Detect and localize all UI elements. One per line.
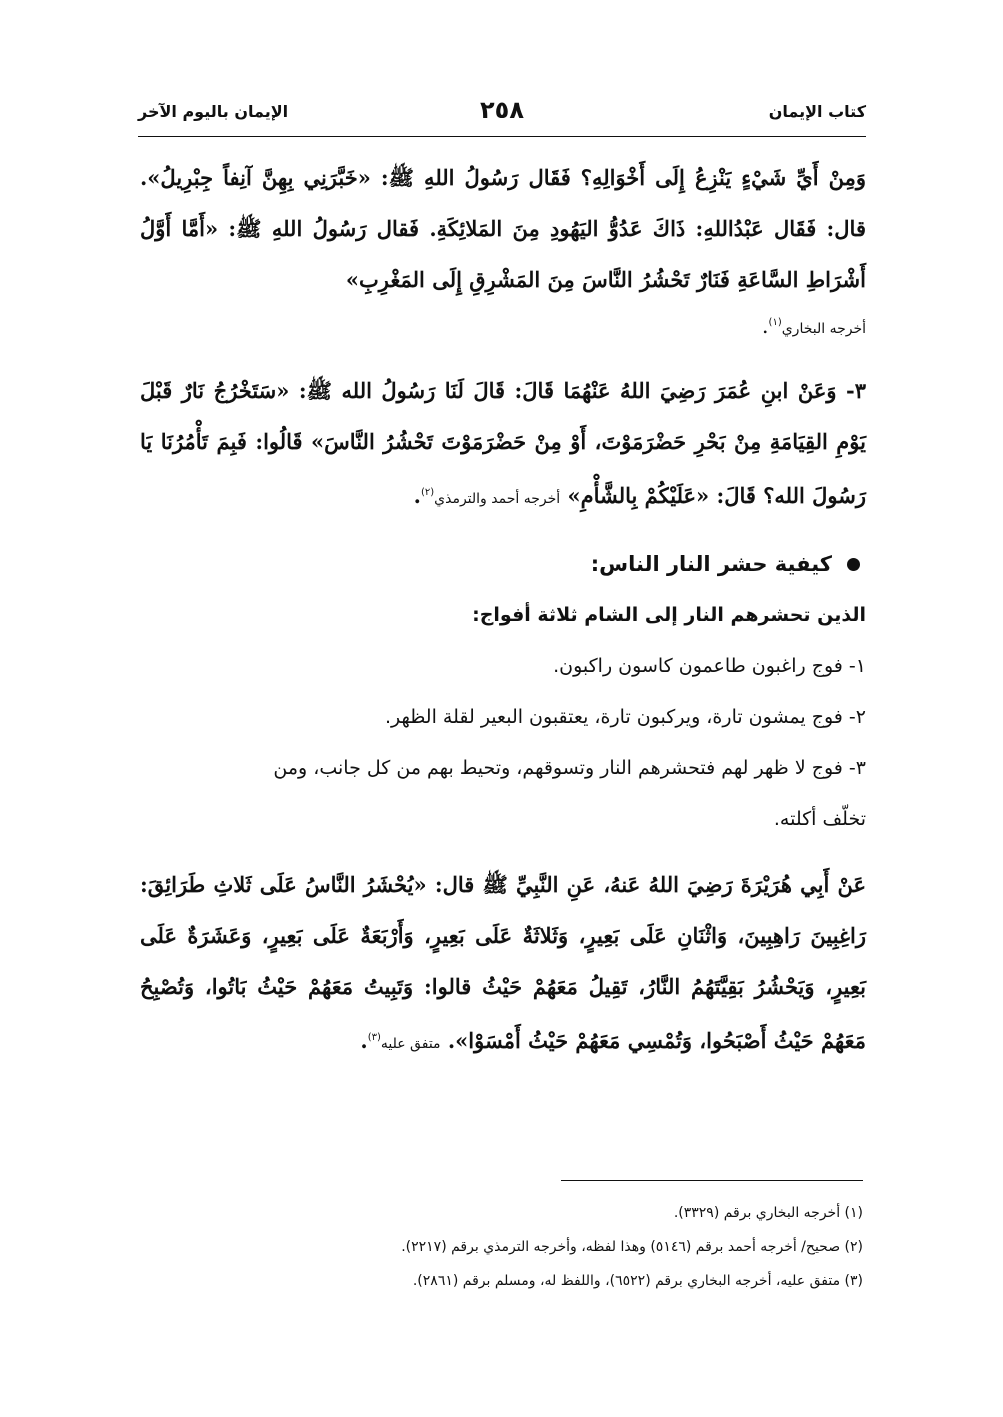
paragraph-1-line-2: جِبْرِيلُ». قال: فَقَال عَبْدُاللهِ: ذَاكَ عَدُوُّ اليَهُودِ مِنَ المَلائِكَةِ. فَقال رَسُولُ اللهِ [140,165,866,241]
running-header [138,96,866,137]
sentence-end: . [360,1028,368,1053]
sub-heading: الذين تحشرهم النار إلى الشام ثلاثة أفواج: [472,604,866,626]
main-text [140,152,866,1070]
footnotes [137,1196,863,1298]
paragraph-3-line-1: عَنْ أَبِي هُرَيْرَةَ رَضِيَ اللهُ عَنهُ، عَنِ النَّبِيِّ ﷺ قال: «يُحْشَرُ النَّاسُ عَلَى ثَلاثِ [213,872,866,897]
footnote-ref-1: (١) [768,317,782,328]
paragraph-3-line-2: طَرَائِقَ: رَاغِبِينَ رَاهِبِينَ، وَاثْنَانِ عَلَى بَعِيرٍ، وَثَلاثَةٌ عَلَى بَعِيرٍ، وَأَرْبَعَةٌ عَلَى [140,872,867,948]
list-item-3: ٣- فوج لا ظهر لهم فتحشرهم النار وتسوقهم، وتحيط بهم من كل جانب، ومن [273,757,866,779]
section-heading [140,539,866,590]
sentence-end: . [761,314,769,338]
book-title: كتاب الإيمان [768,102,866,121]
paragraph-1-source [140,301,866,351]
paragraph-2-source: أخرجه أحمد والترمذي [434,491,561,507]
paragraph-3-line-4: وَتَبِيتُ مَعَهُمْ حَيْثُ بَاتُوا، وَتُصْبِحُ مَعَهُمْ حَيْثُ أَصْبَحُوا، وَتُمْسِي مَعَهُمْ حَيْثُ [140,974,866,1053]
footnote-3: (٣) متفق عليه، أخرجه البخاري برقم (٦٥٢٢)، واللفظ له، ومسلم برقم (٢٨٦١). [412,1273,863,1289]
paragraph-2 [140,365,866,525]
bullet-icon [847,558,860,571]
paragraph-3-source: متفق عليه [380,1036,441,1052]
paragraph-3 [140,859,866,1070]
paragraph-3-line-5: أَمْسَوْا». [447,1028,521,1053]
paragraph-2-line-2: يَوْمِ القِيَامَةِ مِنْ بَحْرِ حَضْرَمَوْتَ، أَوْ مِنْ حَضْرَمَوْتَ تَحْشُرُ النَّاسَ» قَالُوا: فَبِمَ [216,429,866,454]
sentence-end: . [413,483,421,508]
chapter-title: الإيمان باليوم الآخر [138,102,289,121]
list-item-1: ١- فوج راغبون طاعمون كاسون راكبون. [553,655,866,677]
footnote-ref-3: (٣) [367,1032,381,1043]
list-item-2: ٢- فوج يمشون تارة، ويركبون تارة، يعتقبون البعير لقلة الظهر. [384,706,866,728]
footnote-divider [561,1180,863,1181]
paragraph-3-line-3: بَعِيرٍ، وَعَشَرَةٌ عَلَى بَعِيرٍ، وَيَحْشُرُ بَقِيَّتَهُمُ النَّارُ، تَقِيلُ مَعَهُمْ حَيْثُ قالوا: [140,923,866,999]
footnote-2: (٢) صحيح/ أخرجه أحمد برقم (٥١٤٦) وهذا لفظه، وأخرجه الترمذي برقم (٢٢١٧). [401,1239,863,1255]
list-item-3-continued: تخلّف أكلته. [773,808,866,830]
paragraph-1-line-3: ﷺ: «أَمَّا أَوَّلُ أَشْرَاطِ السَّاعَةِ فَنَارٌ تَحْشُرُ النَّاسَ مِنَ المَشْرِقِ إِلَى المَغْرِبِ» [140,216,866,292]
footnote-1: (١) أخرجه البخاري برقم (٣٣٢٩). [673,1205,863,1221]
footnote-ref-2: (٢) [420,487,435,498]
paragraph-1 [140,152,866,305]
page-number: ٢٥٨ [480,96,524,124]
paragraph-1-line-1: وَمِنْ أَيِّ شَيْءٍ يَنْزِعُ إِلَى أَخْوَالِهِ؟ فَقَال رَسُولُ اللهِ ﷺ: «خَبَّرَنِي بِهِنَّ آنِفاً [223,165,867,190]
paragraph-2-line-1: ٣- وَعَنْ ابنِ عُمَرَ رَضِيَ اللهُ عَنْهُمَا قَالَ: قَالَ لَنَا رَسُولُ الله ﷺ: «سَتَخْرُجُ نَارٌ قَبْلَ [140,378,866,403]
section-heading-text: كيفية حشر النار الناس: [590,552,832,576]
paragraph-2-line-3: تَأْمُرُنَا يَا رَسُولَ الله؟ قَالَ: «عَلَيْكُمْ بِالشَّأْمِ» [140,429,866,508]
source-text: أخرجه البخاري [781,321,866,337]
